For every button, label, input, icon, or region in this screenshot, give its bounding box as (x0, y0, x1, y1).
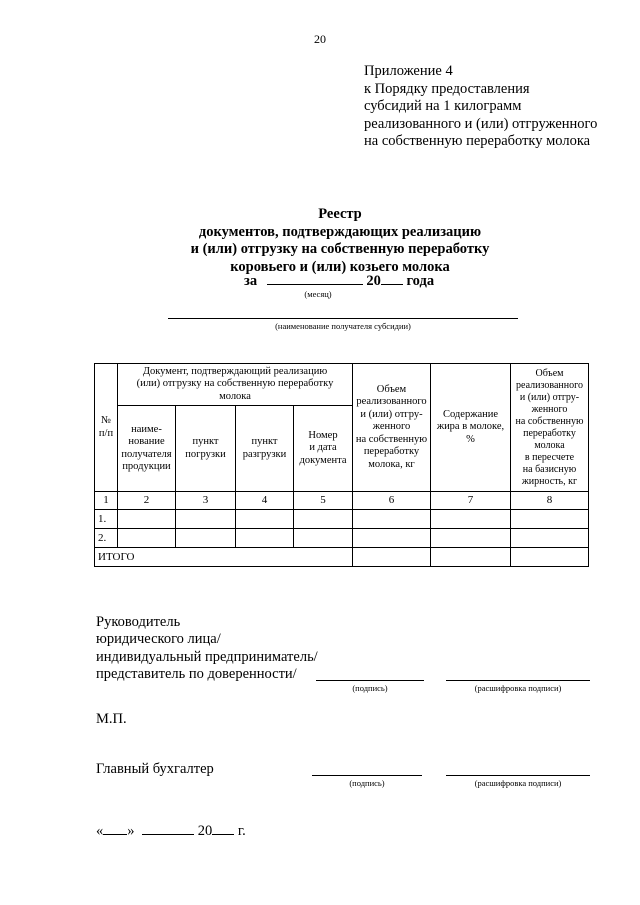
accountant-signature-line[interactable] (312, 775, 422, 776)
head-title-line: Руководитель (96, 614, 181, 630)
recipient-line[interactable] (168, 318, 518, 319)
table-cell[interactable] (294, 510, 353, 529)
table-cell[interactable] (118, 529, 176, 548)
head-title-line: индивидуальный предприниматель/ (96, 648, 318, 665)
appendix-line: на собственную переработку молока (364, 133, 591, 150)
table-cell[interactable] (236, 529, 294, 548)
header-num: № п/п (95, 364, 118, 492)
period-prefix: за (244, 273, 258, 289)
table-cell[interactable] (511, 510, 589, 529)
date-close-quote: » (127, 823, 135, 839)
recipient-caption: (наименование получателя субсидии) (275, 321, 411, 331)
period-suffix: года (406, 273, 435, 289)
header-document-number-date: Номер и дата документа (294, 406, 353, 492)
table-cell[interactable] (511, 529, 589, 548)
head-title-line: юридического лица/ (96, 631, 221, 648)
table-cell[interactable] (353, 529, 431, 548)
column-number: 4 (236, 492, 294, 510)
appendix-header (364, 63, 597, 151)
table-row (95, 510, 589, 529)
accountant-decode-line[interactable] (446, 775, 590, 776)
date-line (96, 823, 246, 840)
head-title-line: представитель по доверенности/ (96, 666, 297, 683)
column-number: 3 (176, 492, 236, 510)
appendix-line: Приложение 4 (364, 63, 453, 79)
month-blank[interactable] (267, 284, 363, 285)
total-label: ИТОГО (95, 548, 353, 567)
stamp-label: М.П. (96, 711, 127, 727)
row-number: 2. (95, 529, 118, 548)
month-date-blank[interactable] (142, 834, 194, 835)
period-line (244, 273, 434, 290)
header-base-volume: Объем реализованного и (или) отгру- женного на собственную переработку молока в пересчете на базисную жирность, кг (511, 364, 589, 492)
head-decode-caption: (расшифровка подписи) (474, 683, 562, 693)
table-cell[interactable] (176, 529, 236, 548)
chief-accountant-label: Главный бухгалтер (96, 761, 214, 777)
accountant-decode-caption: (расшифровка подписи) (474, 778, 562, 788)
year-blank[interactable] (381, 284, 403, 285)
column-number: 5 (294, 492, 353, 510)
head-signature-line[interactable] (316, 680, 424, 681)
column-number-row (95, 492, 589, 510)
year-date-blank[interactable] (212, 834, 234, 835)
title-line: коровьего и (или) козьего молока (230, 258, 450, 275)
column-number: 1 (95, 492, 118, 510)
column-number: 7 (431, 492, 511, 510)
day-blank[interactable] (103, 834, 127, 835)
head-signature-caption: (подпись) (352, 683, 388, 693)
page-number: 20 (314, 32, 326, 46)
table-cell[interactable] (236, 510, 294, 529)
table-cell[interactable] (294, 529, 353, 548)
table-cell[interactable] (353, 510, 431, 529)
table-cell[interactable] (118, 510, 176, 529)
column-number: 2 (118, 492, 176, 510)
head-decode-line[interactable] (446, 680, 590, 681)
appendix-line: субсидий на 1 килограмм (364, 98, 522, 115)
header-document-group: Документ, подтверждающий реализацию (или) отгрузку на собственную переработку молока (118, 364, 353, 406)
header-product-recipient: наиме- нование получателя продукции (118, 406, 176, 492)
date-suffix: г. (237, 823, 246, 839)
accountant-signature-caption: (подпись) (349, 778, 385, 788)
header-loading-point: пункт погрузки (176, 406, 236, 492)
row-number: 1. (95, 510, 118, 529)
period-year: 20 (366, 273, 381, 289)
total-row (95, 548, 589, 567)
title-line: и (или) отгрузку на собственную переработку (190, 241, 490, 257)
total-cell[interactable] (353, 548, 431, 567)
header-volume: Объем реализованного и (или) отгру- женного на собственную переработку молока, кг (353, 364, 431, 492)
title-line: документов, подтверждающих реализацию (198, 223, 482, 240)
head-signature-block (96, 614, 318, 684)
header-fat: Содержание жира в молоке, % (431, 364, 511, 492)
appendix-line: реализованного и (или) отгруженного (364, 115, 598, 132)
total-cell[interactable] (511, 548, 589, 567)
header-unloading-point: пункт разгрузки (236, 406, 294, 492)
date-open-quote: « (96, 823, 104, 839)
table-cell[interactable] (176, 510, 236, 529)
appendix-line: к Порядку предоставления (364, 80, 530, 97)
table-row (95, 529, 589, 548)
column-number: 8 (511, 492, 589, 510)
registry-table (94, 363, 589, 567)
month-caption: (месяц) (304, 289, 332, 299)
total-cell[interactable] (431, 548, 511, 567)
title-line: Реестр (318, 206, 362, 222)
table-cell[interactable] (431, 510, 511, 529)
date-year-prefix: 20 (197, 823, 213, 839)
table-cell[interactable] (431, 529, 511, 548)
column-number: 6 (353, 492, 431, 510)
document-title (150, 206, 530, 276)
